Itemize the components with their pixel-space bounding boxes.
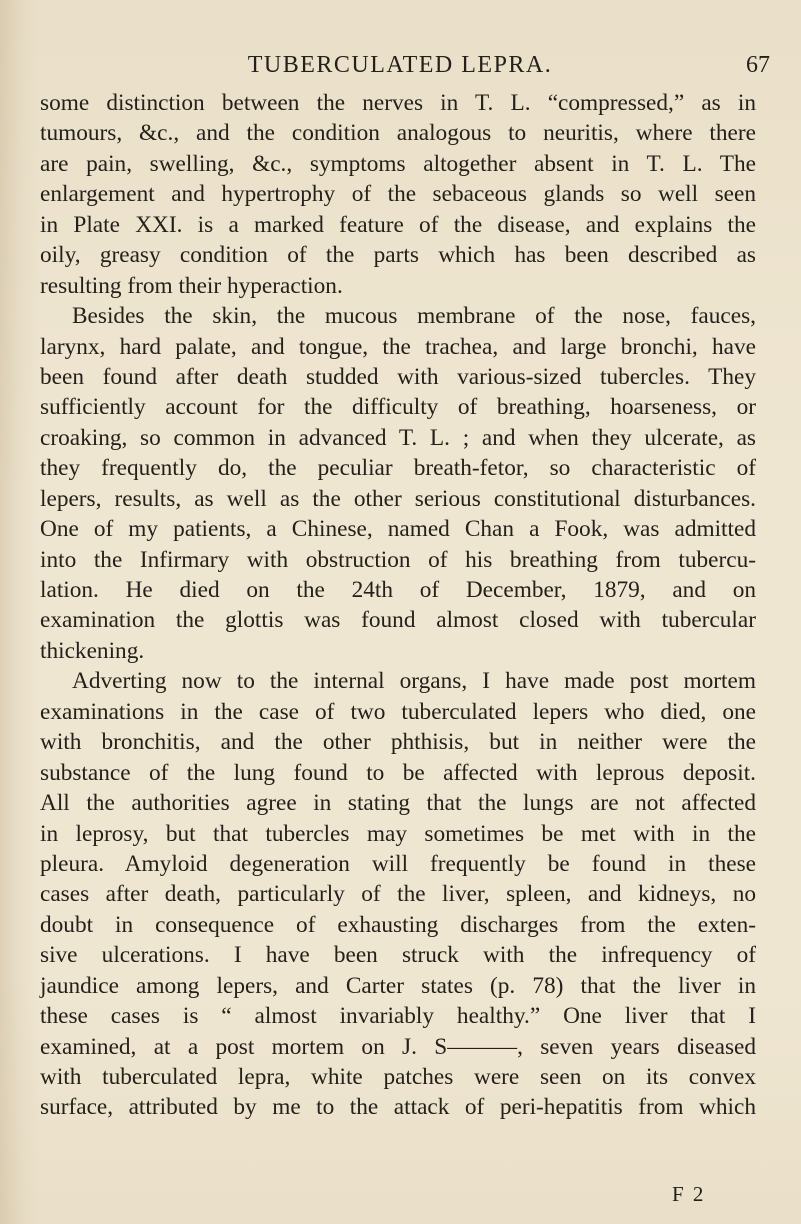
text-line: some distinction between the nerves in T. L. “compressed,” as in <box>40 90 756 116</box>
text-line: surface, attributed by me to the attack of peri-hepatitis from which <box>40 1094 756 1121</box>
text-line: One of my patients, a Chinese, named Chan a Fook, was admitted <box>40 516 756 543</box>
signature-mark: F 2 <box>672 1182 706 1206</box>
text-line: examinations in the case of two tuberculated lepers who died, one <box>40 698 756 725</box>
text-line: enlargement and hypertrophy of the sebaceous glands so well seen <box>40 181 756 208</box>
text-line: jaundice among lepers, and Carter states (p. 78) that the liver in <box>40 972 756 999</box>
text-line: lepers, results, as well as the other serious constitutional disturbances. <box>40 485 756 512</box>
text-line: examination the glottis was found almost closed with tubercular <box>40 607 756 634</box>
text-line: croaking, so common in advanced T. L. ; and when they ulcerate, as <box>40 424 756 451</box>
text-line: thickening. <box>40 637 145 664</box>
text-line: cases after death, particularly of the liver, spleen, and kidneys, no <box>40 881 756 908</box>
text-line: tumours, &c., and the condition analogous to neuritis, where there <box>40 120 756 147</box>
text-line: larynx, hard palate, and tongue, the trachea, and large bronchi, have <box>40 333 756 360</box>
text-line: are pain, swelling, &c., symptoms altogether absent in T. L. The <box>40 150 756 177</box>
running-title: TUBERCULATED LEPRA. <box>247 52 553 78</box>
text-line: they frequently do, the peculiar breath-fetor, so characteristic of <box>40 455 756 482</box>
text-line: with bronchitis, and the other phthisis, but in neither were the <box>40 729 756 756</box>
text-line: in leprosy, but that tubercles may sometimes be met with in the <box>40 820 756 847</box>
text-line: Adverting now to the internal organs, I have made post mortem <box>72 668 756 695</box>
page-number: 67 <box>746 52 770 78</box>
text-line: examined, at a post mortem on J. S———, seven years diseased <box>40 1033 756 1060</box>
text-line: oily, greasy condition of the parts which has been described as <box>40 242 756 269</box>
text-line: substance of the lung found to be affected with leprous deposit. <box>40 759 756 786</box>
text-line: in Plate XXI. is a marked feature of the disease, and explains the <box>40 211 756 238</box>
text-line: doubt in consequence of exhausting discharges from the exten- <box>40 911 756 938</box>
text-line: pleura. Amyloid degeneration will frequently be found in these <box>40 850 756 877</box>
text-line: been found after death studded with various-sized tubercles. They <box>40 363 756 390</box>
text-line: All the authorities agree in stating that the lungs are not affected <box>40 790 756 817</box>
text-line: sive ulcerations. I have been struck with the infrequency of <box>40 942 756 969</box>
text-line: resulting from their hyperaction. <box>40 272 343 299</box>
text-line: with tuberculated lepra, white patches were seen on its convex <box>40 1064 756 1090</box>
body-text <box>40 88 756 1123</box>
text-line: into the Infirmary with obstruction of his breathing from tubercu- <box>40 546 756 573</box>
text-line: lation. He died on the 24th of December, 1879, and on <box>40 577 756 603</box>
text-line: these cases is “ almost invariably healthy.” One liver that I <box>40 1003 756 1030</box>
text-line: sufficiently account for the difficulty of breathing, hoarseness, or <box>40 394 756 421</box>
text-line: Besides the skin, the mucous membrane of the nose, fauces, <box>72 303 756 330</box>
